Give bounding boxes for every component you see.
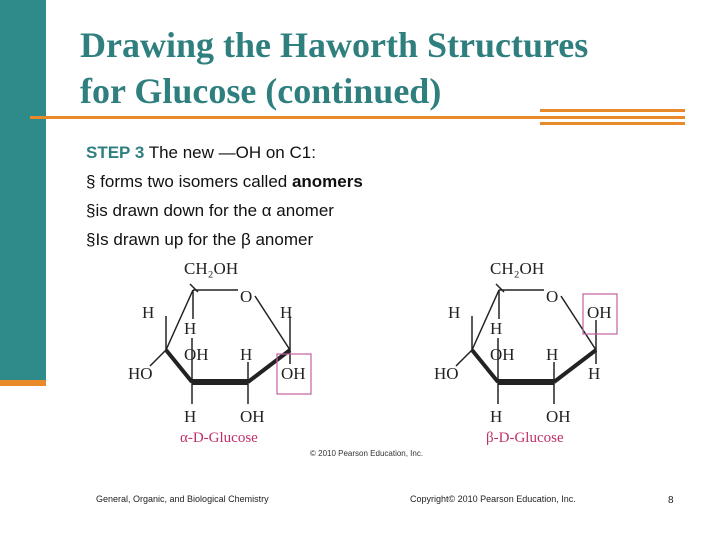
- c3-oh-label: OH: [184, 345, 209, 364]
- bullet-3: §Is drawn up for the β anomer: [86, 230, 314, 249]
- c3-oh-label: OH: [490, 345, 515, 364]
- alpha-caption: α-D-Glucose: [180, 430, 258, 446]
- slide-title: [80, 22, 700, 114]
- beta-glucose-diagram: [426, 254, 646, 450]
- beta-glucose-structure: [426, 254, 646, 450]
- beta-caption: β-D-Glucose: [486, 430, 564, 446]
- c3-h-bottom-label: H: [184, 407, 197, 426]
- title-line-1: Drawing the Haworth Structures: [80, 25, 589, 65]
- ring-oxygen-label: O: [240, 287, 253, 306]
- title-underline: [30, 116, 685, 119]
- ch2oh-label: CH₂OH: [490, 259, 545, 278]
- title-underline-accent-top: [540, 109, 685, 115]
- bullet-1-text: § forms two isomers called: [86, 172, 292, 191]
- step-text: The new —OH on C1:: [144, 143, 316, 162]
- step-line: [86, 138, 363, 167]
- c1-h-label: H: [280, 303, 293, 322]
- ch2oh-bond: [190, 284, 198, 292]
- side-accent-bar: [0, 0, 46, 380]
- alpha-glucose-structure: [120, 254, 340, 450]
- c4-h-label: H: [184, 319, 197, 338]
- c2-oh-bottom-label: OH: [546, 407, 571, 426]
- alpha-glucose-diagram: [120, 254, 340, 450]
- c1-oh-label: OH: [281, 364, 306, 383]
- bullet-2: §is drawn down for the α anomer: [86, 201, 334, 220]
- c2-h-label: H: [240, 345, 253, 364]
- ring-oxygen-label: O: [546, 287, 559, 306]
- c4-ho-label: HO: [434, 364, 459, 383]
- bullet-1: [86, 167, 363, 196]
- c2-oh-bottom-label: OH: [240, 407, 265, 426]
- bullet-1-bold: anomers: [291, 172, 363, 191]
- image-credit: © 2010 Pearson Education, Inc.: [310, 449, 424, 458]
- side-accent-bar-cap: [0, 380, 46, 386]
- c1-oh-label: OH: [587, 303, 612, 322]
- page-number: 8: [668, 495, 674, 506]
- c1-h-bottom-label: H: [588, 364, 601, 383]
- step-label: STEP 3: [86, 143, 145, 162]
- ch2oh-label: CH₂OH: [184, 259, 239, 278]
- c5-h-label: H: [142, 303, 155, 322]
- c3-h-bottom-label: H: [490, 407, 503, 426]
- c4-ho-label: HO: [128, 364, 153, 383]
- ch2oh-bond: [496, 284, 504, 292]
- bullet-list: [86, 138, 363, 254]
- title-line-2: for Glucose (continued): [80, 71, 442, 111]
- c2-h-label: H: [546, 345, 559, 364]
- c4-h-label: H: [490, 319, 503, 338]
- footer-copyright: Copyright© 2010 Pearson Education, Inc.: [410, 494, 576, 504]
- title-underline-accent-bottom: [540, 122, 685, 128]
- c5-h-label: H: [448, 303, 461, 322]
- footer-course-title: General, Organic, and Biological Chemistry: [96, 494, 269, 504]
